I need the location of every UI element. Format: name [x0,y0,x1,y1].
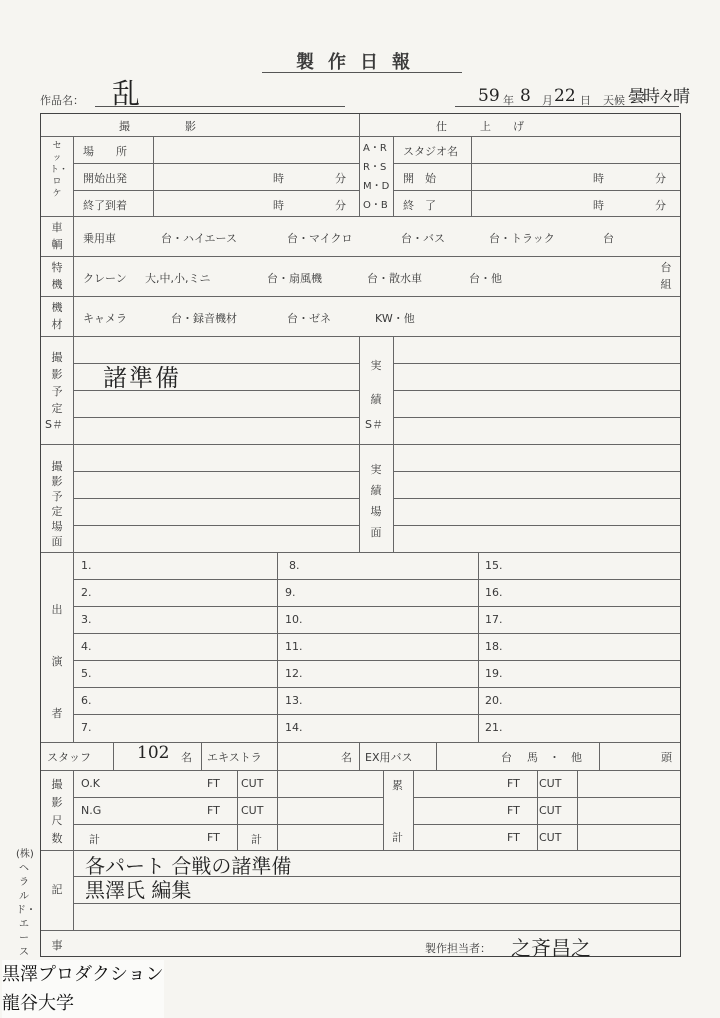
notes-line-1: 各パート 合戦の諸準備 [85,854,292,878]
special-item: 台・散水車 [367,272,422,285]
date-month: 8 [520,86,531,106]
vehicle-item: 台・マイクロ [287,232,353,245]
date-year: 59 [478,86,500,106]
head-unit: 頭 [661,751,672,764]
extra-label: エキストラ [207,751,262,764]
company-vertical-text: (株)ヘラルド・エース [16,849,36,958]
ft-label: FT [507,831,520,844]
cast-slot: 13. [285,694,303,707]
work-name-underline [95,106,345,107]
vehicles-label: 車輌 [51,221,63,251]
page-title: 製作日報 [296,52,424,73]
start-departure-label: 開始出発 [83,172,127,185]
bus-unit: 台 [501,751,512,764]
footage-label: 撮影尺数 [51,778,63,845]
staff-label: スタッフ [47,751,91,764]
ft-label: FT [207,777,220,790]
archive-stamp [2,960,164,1018]
date-underline [455,106,679,107]
vehicle-item: 台・ハイエース [161,232,238,245]
vehicle-item: 台・バス [401,232,445,245]
ft-label: FT [207,831,220,844]
year-label: 年 [503,94,514,107]
cast-slot: 15. [485,559,503,572]
cast-slot: 4. [81,640,92,653]
ft-label: FT [207,804,220,817]
equipment-label: 機材 [51,301,63,331]
hour-label: 時 [593,172,604,185]
cut-label: CUT [539,831,562,844]
place-label: 場 所 [83,145,127,158]
vehicle-item: 台 [603,232,614,245]
cumulative-total-label: 計 [392,831,403,844]
minute-label: 分 [335,199,346,212]
special-label: 特機 [51,261,63,291]
stamp-line-1: 黒澤プロダクション [2,964,164,985]
plan-place-label: 撮影予定場面 [51,460,63,548]
set-loc-label: セット・ロケ [50,141,69,199]
cut-label: CUT [539,777,562,790]
staff-unit: 名 [181,751,192,764]
ft-label: FT [507,777,520,790]
cast-slot: 3. [81,613,92,626]
cut-label: CUT [241,777,264,790]
actual-place-label: 実績場面 [370,463,382,539]
special-item: 台・扇風機 [267,272,322,285]
manager-name: 之斉昌之 [511,936,591,960]
cast-slot: 2. [81,586,92,599]
horse-other-label: 馬 ・ 他 [527,751,582,764]
cast-slot: 17. [485,613,503,626]
hour-label: 時 [273,199,284,212]
ar-code: M・D [363,181,390,192]
cast-slot: 14. [285,721,303,734]
staff-count: 102 [137,743,170,763]
work-name-label: 作品名： [40,94,84,107]
cast-slot: 12. [285,667,303,680]
cast-slot: 21. [485,721,503,734]
notes-label: 記事 [51,883,63,952]
equipment-item: 台・録音機材 [171,312,237,325]
ft-label: FT [507,804,520,817]
studio-name-label: スタジオ名 [403,145,458,158]
equipment-item: KW・他 [375,312,415,325]
cast-slot: 9. [285,586,296,599]
month-label: 月 [542,94,553,107]
cast-slot: 16. [485,586,503,599]
special-item: クレーン [83,272,127,285]
cast-slot: 18. [485,640,503,653]
cast-slot: 20. [485,694,503,707]
cast-slot: 8. [289,559,300,572]
total-label: 計 [251,833,262,846]
cast-slot: 11. [285,640,303,653]
vehicle-item: 乗用車 [83,232,116,245]
notes-line-2: 黒澤氏 編集 [85,878,192,902]
ok-label: O.K [81,777,100,790]
cast-slot: 6. [81,694,92,707]
minute-label: 分 [655,199,666,212]
ar-code: O・B [363,200,388,211]
cast-slot: 19. [485,667,503,680]
special-end-label: 台組 [660,261,672,291]
stamp-line-2: 龍谷大学 [2,993,74,1014]
day-label: 日 [580,94,591,107]
finishing-header: 仕 上 げ [436,120,524,133]
scene-number-label: S＃ [45,418,63,431]
total-label: 計 [89,833,100,846]
start-label: 開 始 [403,172,436,185]
date-day: 22 [554,86,576,106]
ng-label: N.G [81,804,102,817]
hour-label: 時 [273,172,284,185]
manager-label: 製作担当者： [425,942,491,955]
equipment-item: 台・ゼネ [287,312,331,325]
extra-unit: 名 [341,751,352,764]
actual-label: 実績 [370,359,382,406]
vehicle-item: 台・トラック [489,232,555,245]
ar-code: R・S [363,162,387,173]
end-label: 終 了 [403,199,436,212]
ar-code: A・R [363,143,387,154]
title-underline [262,72,462,73]
minute-label: 分 [655,172,666,185]
weather-label: 天候 [603,94,625,107]
hour-label: 時 [593,199,604,212]
cast-slot: 5. [81,667,92,680]
report-form [40,113,681,960]
plan-handwritten: 諸準備 [103,364,181,392]
end-arrival-label: 終了到着 [83,199,127,212]
cast-slot: 10. [285,613,303,626]
cut-label: CUT [539,804,562,817]
scene-number-label: S＃ [365,418,383,431]
cast-label: 出演者 [51,603,63,720]
special-item: 大,中,小,ミニ [145,272,211,285]
cast-slot: 7. [81,721,92,734]
work-name-value: 乱 [112,77,141,110]
cut-label: CUT [241,804,264,817]
cast-slot: 1. [81,559,92,572]
plan-label: 撮影予定 [51,351,63,415]
special-item: 台・他 [469,272,502,285]
weather-value: 曇時々晴 [628,87,688,107]
minute-label: 分 [335,172,346,185]
cumulative-label: 累 [392,779,403,792]
equipment-item: キャメラ [83,312,127,325]
shooting-header: 撮 影 [119,120,196,133]
ex-bus-label: EX用バス [365,751,413,764]
